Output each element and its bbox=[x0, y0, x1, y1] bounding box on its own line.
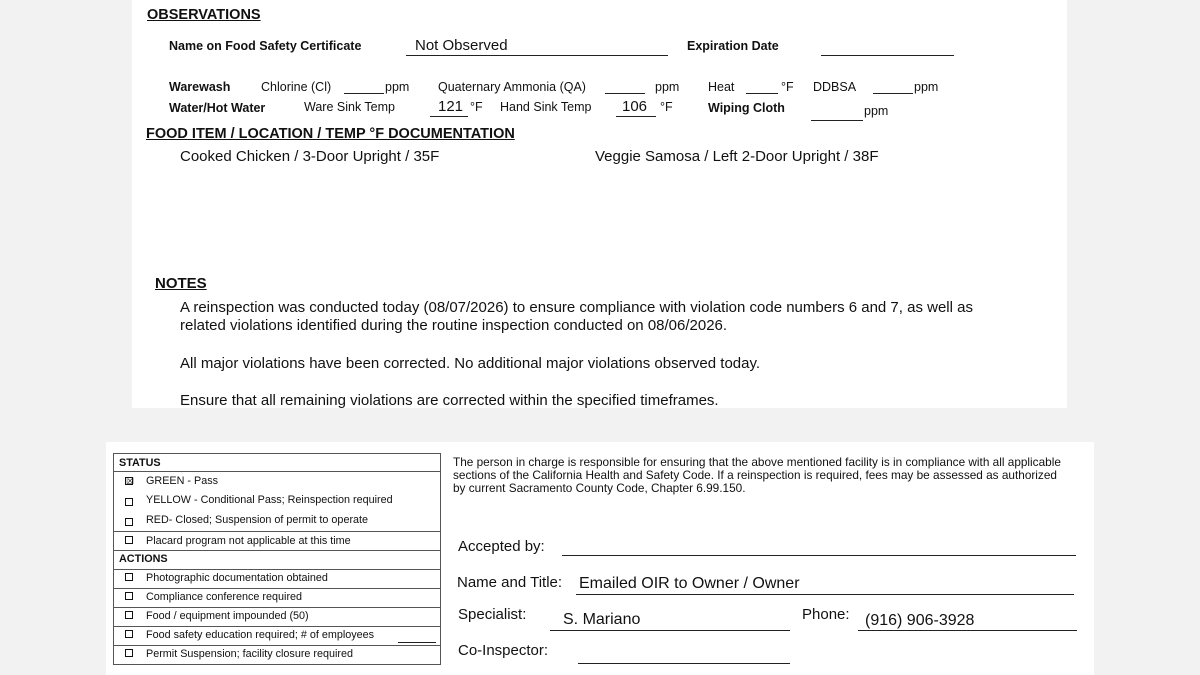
action-photo-label: Photographic documentation obtained bbox=[146, 572, 328, 584]
action-row-conference[interactable] bbox=[114, 589, 440, 608]
notes-paragraph-3: Ensure that all remaining violations are corrected within the specified timeframes. bbox=[180, 392, 719, 409]
action-row-impound[interactable] bbox=[114, 608, 440, 627]
co-inspector-label: Co-Inspector: bbox=[458, 642, 549, 659]
notes-heading: NOTES bbox=[155, 275, 207, 292]
notes-paragraph-1-line-2: related violations identified during the routine inspection conducted on 08/06/2026. bbox=[180, 317, 728, 334]
heat-label: Heat bbox=[708, 80, 735, 94]
status-row-green[interactable] bbox=[114, 472, 440, 490]
action-row-education[interactable] bbox=[114, 627, 440, 646]
ware-sink-temp-label: Ware Sink Temp bbox=[304, 100, 396, 114]
action-suspension-label: Permit Suspension; facility closure required bbox=[146, 648, 354, 660]
status-actions-table bbox=[113, 453, 441, 665]
inspection-report-top-section bbox=[132, 0, 1067, 408]
ddbsa-unit: ppm bbox=[914, 80, 939, 94]
status-row-placard[interactable] bbox=[114, 532, 440, 551]
green-pass-checkbox[interactable]: ☒ bbox=[126, 476, 135, 486]
responsibility-disclaimer: The person in charge is responsible for ensuring that the above mentioned facility is in compliance with all applicable sections of the California Health and Safety Code. If a reinspection is required, fees may be assessed as authorized by current Sacramento County Code, Chapter 6.99.150. bbox=[453, 455, 1061, 495]
action-conference-label: Compliance conference required bbox=[146, 591, 303, 603]
name-title-line[interactable] bbox=[576, 594, 1074, 595]
actions-heading: ACTIONS bbox=[119, 553, 168, 565]
co-inspector-line[interactable] bbox=[578, 663, 790, 664]
action-row-suspension[interactable] bbox=[114, 646, 440, 664]
ware-sink-temp-value: 121 bbox=[438, 98, 464, 115]
qa-blank bbox=[605, 93, 645, 94]
chlorine-label: Chlorine (Cl) bbox=[261, 80, 332, 94]
action-education-label: Food safety education required; # of employees bbox=[146, 629, 375, 641]
notes-paragraph-1-line-1: A reinspection was conducted today (08/07/2026) to ensure compliance with violation code numbers 6 and 7, as well as bbox=[180, 299, 973, 316]
hand-sink-temp-value: 106 bbox=[622, 98, 648, 115]
specialist-line[interactable] bbox=[550, 630, 790, 631]
expiration-date-label: Expiration Date bbox=[687, 39, 779, 53]
action-row-photo[interactable] bbox=[114, 570, 440, 589]
cert-name-value: Not Observed bbox=[415, 37, 508, 54]
photo-doc-checkbox[interactable] bbox=[125, 573, 133, 581]
heat-blank bbox=[746, 93, 778, 94]
employee-count-blank[interactable] bbox=[398, 642, 436, 643]
hand-sink-temp-underline bbox=[616, 116, 656, 117]
qa-label: Quaternary Ammonia (QA) bbox=[438, 80, 586, 94]
accepted-by-line[interactable] bbox=[562, 555, 1076, 556]
chlorine-unit: ppm bbox=[385, 80, 410, 94]
specialist-label: Specialist: bbox=[458, 606, 527, 623]
ware-sink-temp-unit: °F bbox=[470, 100, 483, 114]
status-row-yellow[interactable] bbox=[114, 491, 440, 510]
status-green-label: GREEN - Pass bbox=[146, 475, 218, 487]
cert-name-underline bbox=[406, 55, 668, 56]
status-header-row bbox=[114, 454, 440, 472]
phone-label: Phone: bbox=[802, 606, 850, 623]
specialist-value: S. Mariano bbox=[563, 611, 641, 628]
status-red-label: RED- Closed; Suspension of permit to operate bbox=[146, 514, 369, 526]
phone-value: (916) 906-3928 bbox=[865, 612, 975, 629]
notes-paragraph-2: All major violations have been corrected. No additional major violations observed today. bbox=[180, 355, 761, 372]
status-row-red[interactable] bbox=[114, 511, 440, 532]
red-closed-checkbox[interactable] bbox=[125, 518, 133, 526]
name-title-value: Emailed OIR to Owner / Owner bbox=[579, 575, 800, 592]
compliance-conference-checkbox[interactable] bbox=[125, 592, 133, 600]
ware-sink-temp-underline bbox=[430, 116, 468, 117]
ddbsa-blank bbox=[873, 93, 913, 94]
hand-sink-temp-unit: °F bbox=[660, 100, 673, 114]
status-yellow-label: YELLOW - Conditional Pass; Reinspection required bbox=[146, 494, 393, 506]
water-hot-water-label: Water/Hot Water bbox=[169, 101, 266, 115]
phone-line[interactable] bbox=[858, 630, 1077, 631]
food-doc-heading: FOOD ITEM / LOCATION / TEMP °F DOCUMENTATION bbox=[146, 126, 515, 142]
heat-unit: °F bbox=[781, 80, 794, 94]
food-safety-education-checkbox[interactable] bbox=[125, 630, 133, 638]
hand-sink-temp-label: Hand Sink Temp bbox=[500, 100, 592, 114]
accepted-by-label: Accepted by: bbox=[458, 538, 545, 555]
chlorine-blank bbox=[344, 93, 384, 94]
warewash-label: Warewash bbox=[169, 80, 231, 94]
actions-header-row bbox=[114, 551, 440, 570]
ddbsa-label: DDBSA bbox=[813, 80, 857, 94]
placard-na-checkbox[interactable] bbox=[125, 536, 133, 544]
name-title-label: Name and Title: bbox=[457, 574, 563, 591]
wiping-cloth-label: Wiping Cloth bbox=[708, 101, 785, 115]
wiping-cloth-unit: ppm bbox=[864, 104, 889, 118]
status-placard-label: Placard program not applicable at this time bbox=[146, 535, 351, 547]
wiping-cloth-blank bbox=[811, 120, 863, 121]
food-item-2: Veggie Samosa / Left 2-Door Upright / 38F bbox=[595, 148, 879, 165]
yellow-conditional-checkbox[interactable] bbox=[125, 498, 133, 506]
impound-checkbox[interactable] bbox=[125, 611, 133, 619]
status-heading: STATUS bbox=[119, 457, 161, 469]
food-item-1: Cooked Chicken / 3-Door Upright / 35F bbox=[180, 148, 440, 165]
observations-heading: OBSERVATIONS bbox=[147, 7, 261, 23]
permit-suspension-checkbox[interactable] bbox=[125, 649, 133, 657]
action-impound-label: Food / equipment impounded (50) bbox=[146, 610, 309, 622]
cert-name-label: Name on Food Safety Certificate bbox=[169, 39, 362, 53]
expiration-date-underline bbox=[821, 55, 954, 56]
qa-unit: ppm bbox=[655, 80, 680, 94]
